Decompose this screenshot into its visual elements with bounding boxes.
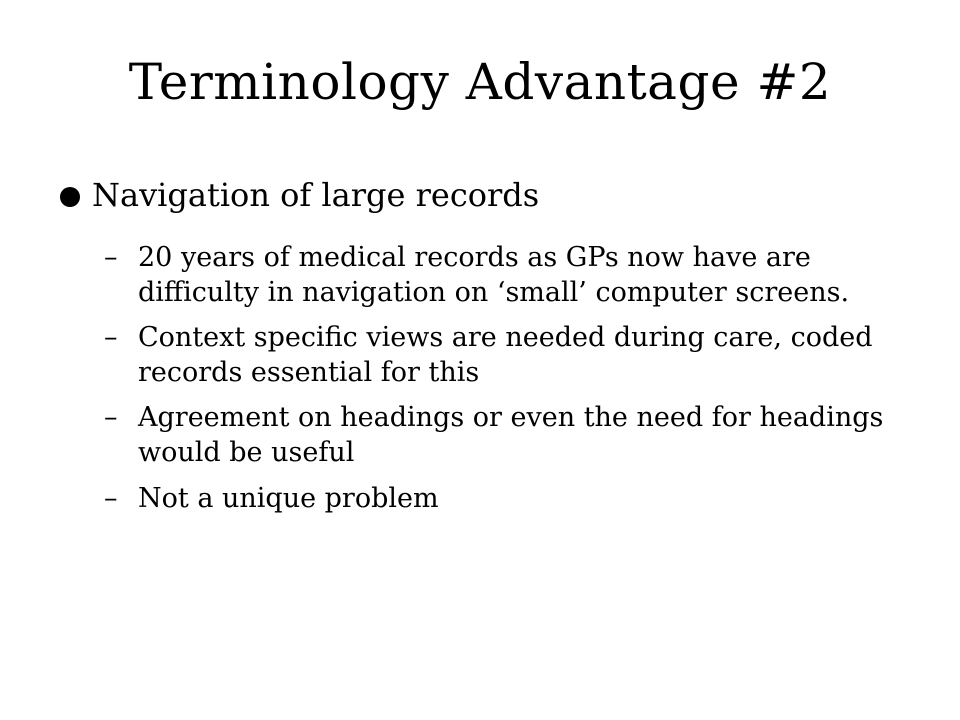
sub-bullet-list <box>104 240 904 526</box>
dash-icon: – <box>104 322 118 354</box>
dash-icon: – <box>104 242 118 273</box>
sub-bullet-item <box>104 400 904 470</box>
dash-icon: – <box>104 402 118 434</box>
sub-bullet-item <box>104 320 904 390</box>
bullet-dot-icon <box>60 187 80 207</box>
bullet-item <box>60 176 539 214</box>
bullet-text: Navigation of large records <box>92 176 540 214</box>
sub-bullet-text: Context specific views are needed during care, coded records essential for this <box>138 322 873 389</box>
sub-bullet-text: 20 years of medical records as GPs now have are difficulty in navigation on ‘small’ computer screens. <box>138 242 850 309</box>
dash-icon: – <box>104 482 118 514</box>
slide-title: Terminology Advantage #2 <box>128 53 832 111</box>
sub-bullet-item <box>104 481 904 516</box>
sub-bullet-item <box>104 240 904 310</box>
sub-bullet-text: Agreement on headings or even the need for headings would be useful <box>138 402 884 469</box>
sub-bullet-text: Not a unique problem <box>138 482 439 514</box>
